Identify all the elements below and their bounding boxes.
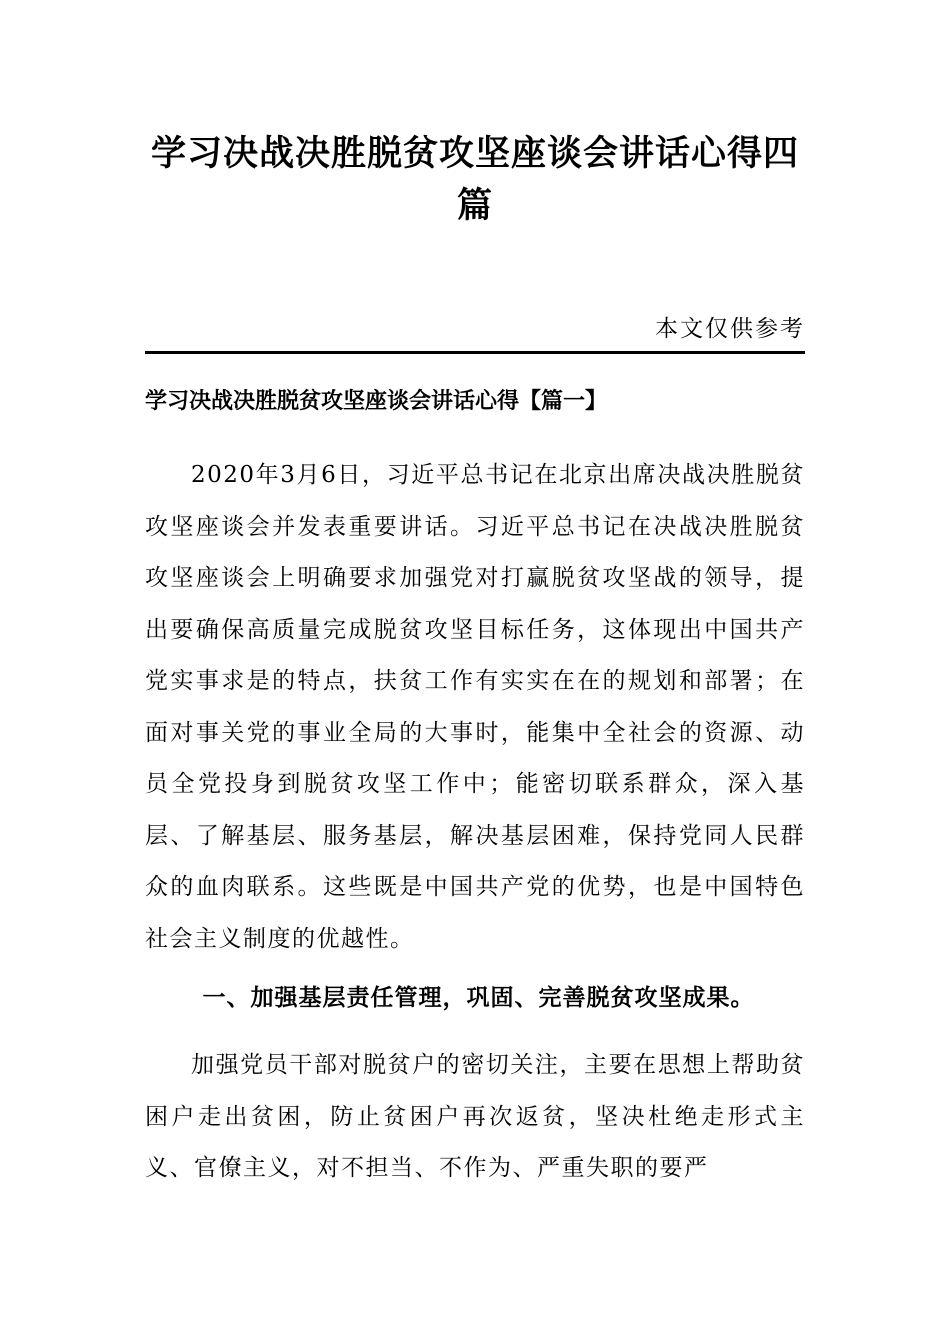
body-paragraph-2: 加强党员干部对脱贫户的密切关注，主要在思想上帮助贫困户走出贫困，防止贫困户再次返贫，坚决杜绝走形式主义、官僚主义，对不担当、不作为、严重失职的要严 [145, 1052, 805, 1181]
reference-note: 本文仅供参考 [655, 316, 805, 342]
sub-heading-1: 一、加强基层责任管理，巩固、完善脱贫攻坚成果。 [202, 985, 755, 1011]
document-title: 学习决战决胜脱贫攻坚座谈会讲话心得四篇 [150, 134, 799, 226]
header-divider [145, 351, 805, 354]
section-heading: 学习决战决胜脱贫攻坚座谈会讲话心得【篇一】 [145, 389, 608, 414]
body-paragraph-1: 2020年3月6日，习近平总书记在北京出席决战决胜脱贫攻坚座谈会并发表重要讲话。习近平总书记在决战决胜脱贫攻坚座谈会上明确要求加强党对打赢脱贫攻坚战的领导，提出要确保高质量完成脱贫攻坚目标任务，这体现出中国共产党实事求是的特点，扶贫工作有实实在在的规划和部署；在面对事关党的事业全局的大事时，能集中全社会的资源、动员全党投身到脱贫攻坚工作中；能密切联系群众，深入基层、了解基层、服务基层，解决基层困难，保持党同人民群众的血肉联系。这些既是中国共产党的优势，也是中国特色社会主义制度的优越性。 [145, 462, 805, 952]
